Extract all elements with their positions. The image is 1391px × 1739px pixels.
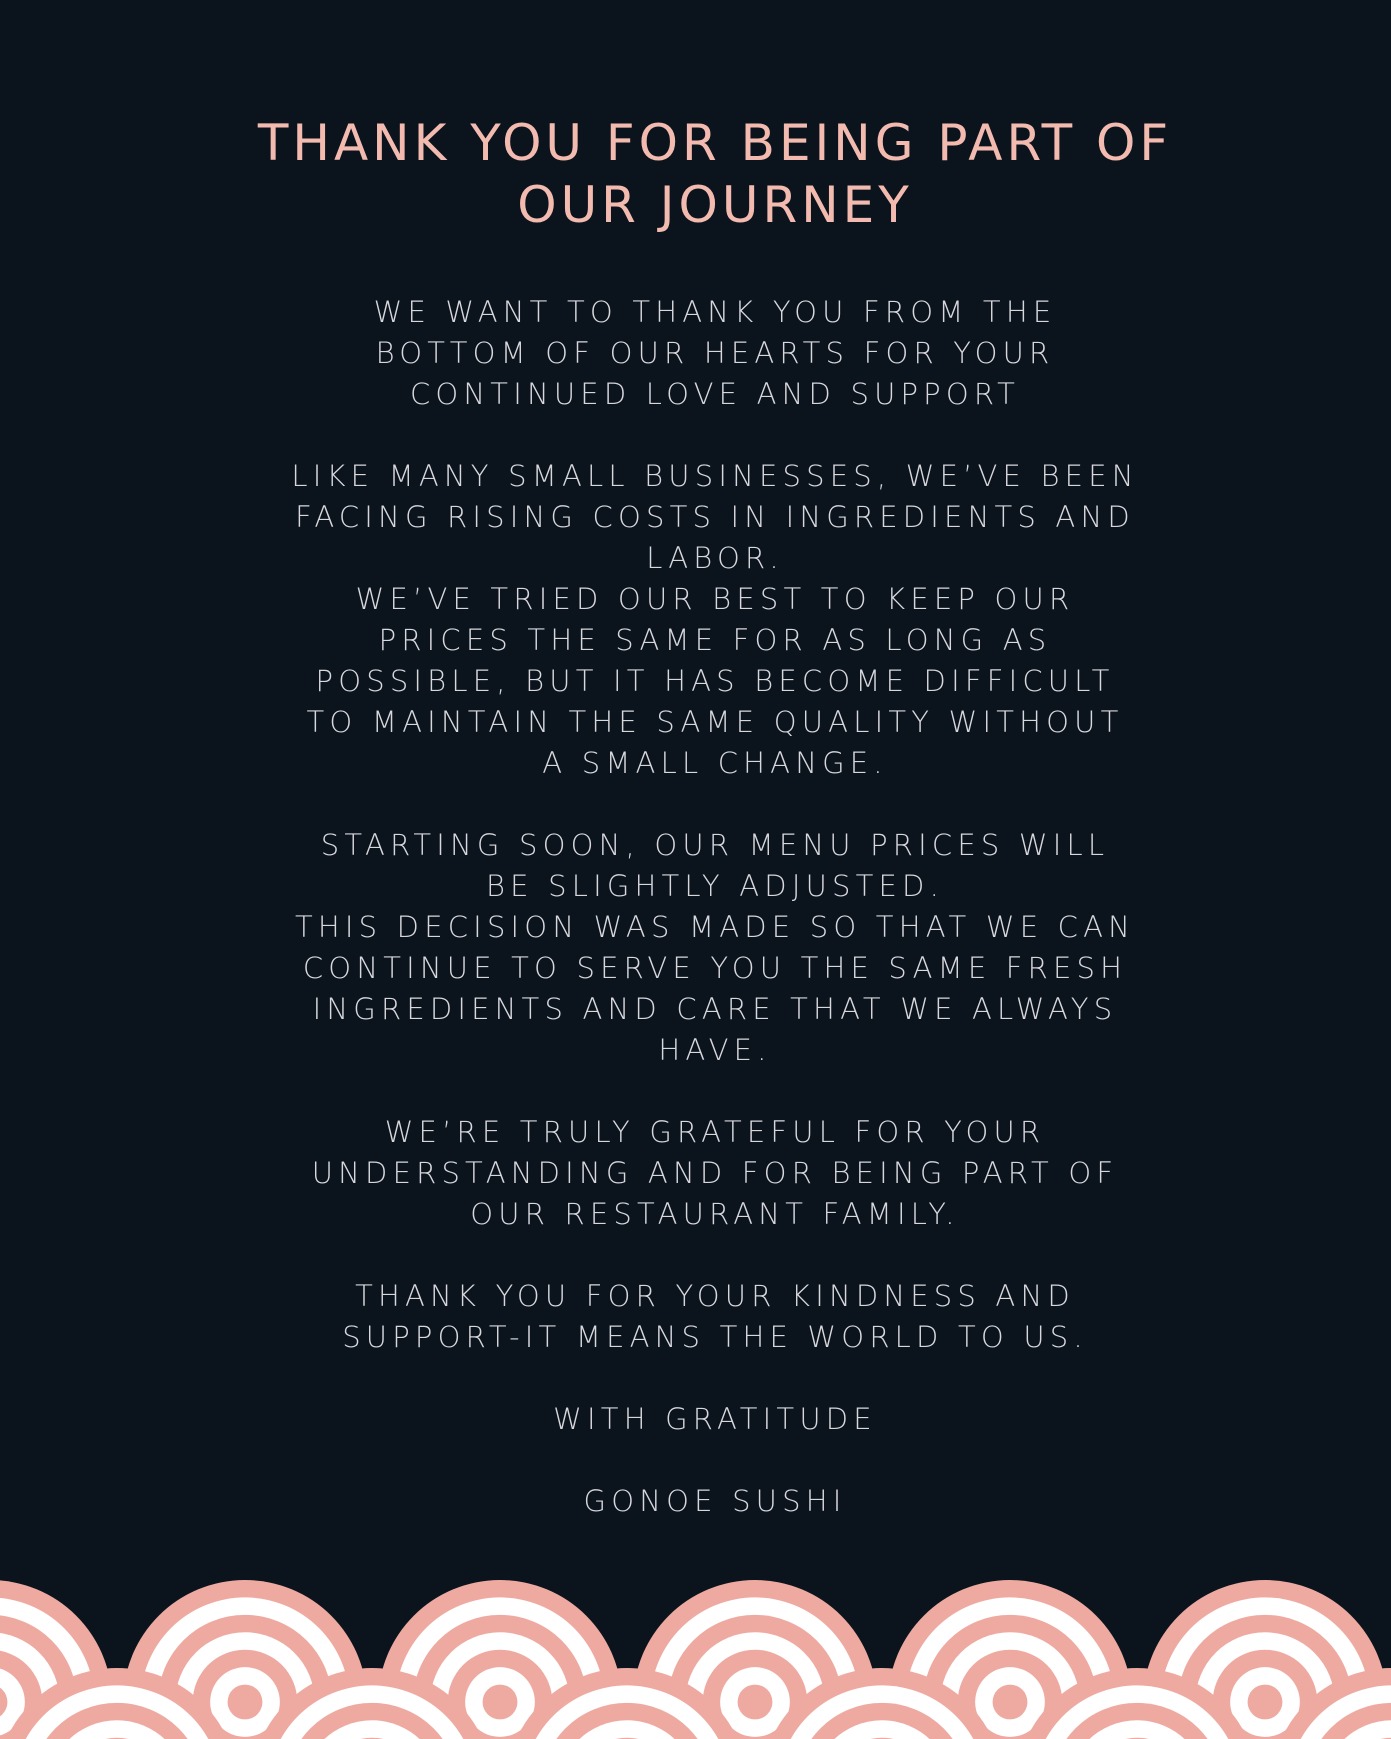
paragraph-6 [215,1399,1215,1440]
paragraph-3 [215,825,1215,1071]
paragraph-5 [215,1276,1215,1358]
text-line: CONTINUE TO SERVE YOU THE SAME FRESH [302,951,1128,985]
paragraph-gap [215,784,1215,825]
text-line: HAVE. [658,1033,772,1067]
text-line: BE SLIGHTLY ADJUSTED. [485,869,945,903]
text-line: LABOR. [646,541,784,575]
text-line: TO MAINTAIN THE SAME QUALITY WITHOUT [306,705,1124,739]
text-line: PRICES THE SAME FOR AS LONG AS [378,623,1052,657]
text-line: LIKE MANY SMALL BUSINESSES, WE’VE BEEN [291,459,1139,493]
text-line: A SMALL CHANGE. [542,746,888,780]
text-line: CONTINUED LOVE AND SUPPORT [409,377,1021,411]
paragraph-gap [215,1235,1215,1276]
text-line: THIS DECISION WAS MADE SO THAT WE CAN [294,910,1136,944]
text-line: INGREDIENTS AND CARE THAT WE ALWAYS [312,992,1118,1026]
text-line: WE WANT TO THANK YOU FROM THE [373,295,1057,329]
page-title [95,112,1335,236]
text-line: WE’RE TRULY GRATEFUL FOR YOUR [384,1115,1046,1149]
title-line-2: OUR JOURNEY [517,176,913,234]
text-line: FACING RISING COSTS IN INGREDIENTS AND [295,500,1135,534]
paragraph-7 [215,1481,1215,1522]
text-line: OUR RESTAURANT FAMILY. [470,1197,960,1231]
paragraph-gap [215,1071,1215,1112]
paragraph-2 [215,456,1215,784]
text-line: SUPPORT-IT MEANS THE WORLD TO US. [342,1320,1088,1354]
seigaiha-wave-pattern [0,1560,1391,1739]
paragraph-4 [215,1112,1215,1235]
text-line: UNDERSTANDING AND FOR BEING PART OF [311,1156,1119,1190]
text-line: WITH GRATITUDE [553,1402,877,1436]
text-line: WE’VE TRIED OUR BEST TO KEEP OUR [355,582,1075,616]
text-line: STARTING SOON, OUR MENU PRICES WILL [320,828,1110,862]
paragraph-gap [215,1440,1215,1481]
paragraph-gap [215,1358,1215,1399]
message-body [215,292,1215,1522]
text-line: THANK YOU FOR YOUR KINDNESS AND [355,1279,1075,1313]
title-line-1: THANK YOU FOR BEING PART OF [257,114,1173,172]
text-line: POSSIBLE, BUT IT HAS BECOME DIFFICULT [315,664,1115,698]
text-line: BOTTOM OF OUR HEARTS FOR YOUR [375,336,1055,370]
text-line: GONOE SUSHI [583,1484,847,1518]
paragraph-gap [215,415,1215,456]
paragraph-1 [215,292,1215,415]
